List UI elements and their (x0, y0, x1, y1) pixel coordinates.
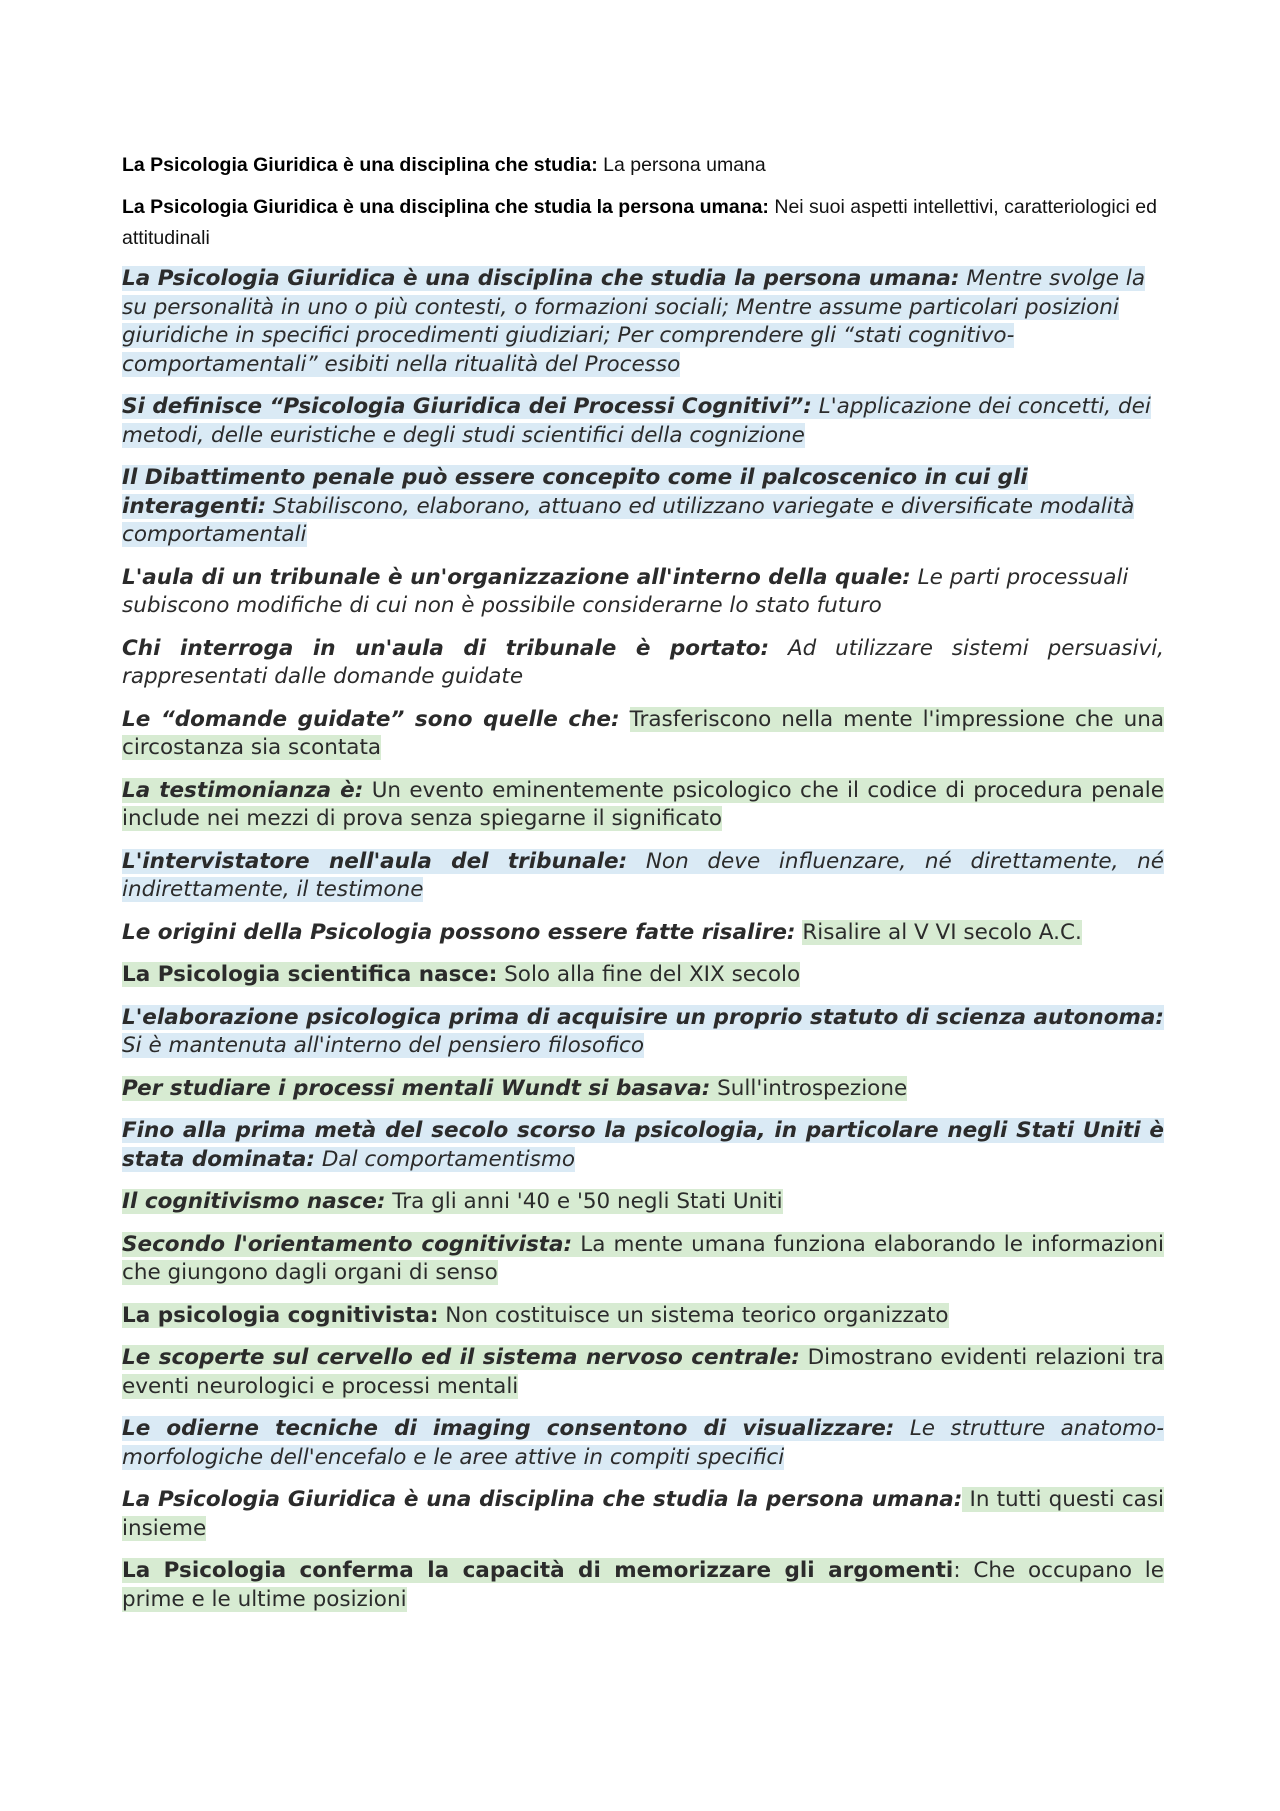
answer: La persona umana (597, 154, 766, 176)
answer: : Che occupano le prime e le ultime posizioni (122, 1558, 1164, 1612)
answer: Stabiliscono, elaborano, attuano ed utilizzano variegate e diversificate modalità comportamentali (122, 493, 1135, 547)
qa-item-6 (122, 564, 1164, 621)
question: Le scoperte sul cervello ed il sistema nervoso centrale: (122, 1345, 800, 1370)
answer: Sull'introspezione (710, 1075, 908, 1101)
answer: Solo alla fine del XIX secolo (497, 962, 801, 987)
question: Si definisce “Psicologia Giuridica dei Processi Cognitivi”: (122, 394, 812, 419)
question: La Psicologia Giuridica è una disciplina che studia la persona umana: (122, 196, 769, 218)
qa-item-20 (122, 1415, 1164, 1472)
answer: Le strutture anatomo-morfologiche dell'encefalo e le aree attive in compiti specifici (122, 1416, 1164, 1470)
question: La Psicologia Giuridica è una disciplina che studia: (122, 154, 598, 176)
qa-item-4 (122, 393, 1164, 450)
qa-item-7 (122, 635, 1164, 692)
answer: Un evento eminentemente psicologico che il codice di procedura penale include nei mezzi di prova senza spiegarne il significato (122, 777, 1164, 831)
question: Il Dibattimento penale può essere concepito come il palcoscenico in cui gli interagenti: (122, 465, 1028, 519)
document-page (122, 150, 1164, 1628)
question: L'intervistatore nell'aula del tribunale: (122, 848, 628, 874)
answer: Non costituisce un sistema teorico organizzato (438, 1302, 949, 1328)
question: Secondo l'orientamento cognitivista: (122, 1231, 573, 1257)
qa-item-21 (122, 1486, 1164, 1543)
answer: Trasferiscono nella mente l'impressione che una circostanza sia scontata (122, 706, 1164, 760)
answer: Le parti processuali subiscono modifiche di cui non è possibile considerarne lo stato futuro (122, 564, 1129, 618)
qa-item-13 (122, 1004, 1164, 1061)
question: Le origini della Psicologia possono essere fatte risalire: (122, 919, 796, 945)
question: Fino alla prima metà del secolo scorso la psicologia, in particolare negli Stati Uniti è stata dominata: (122, 1118, 1164, 1172)
qa-item-22 (122, 1557, 1164, 1614)
answer: Mentre svolge la su personalità in uno o più contesti, o formazioni sociali; Mentre assume particolari posizioni giuridiche in specifici procedimenti giudiziari; Per comprendere gli “stati cognitivo-comportamentali” esibiti nella ritualità del Processo (122, 266, 1145, 377)
answer: L'applicazione dei concetti, dei metodi, delle euristiche e degli studi scientifici della cognizione (122, 394, 1151, 448)
answer: Non deve influenzare, né direttamente, né indirettamente, il testimone (122, 848, 1164, 902)
qa-item-18 (122, 1302, 1164, 1331)
answer: Risalire al V VI secolo A.C. (802, 919, 1082, 945)
answer: Ad utilizzare sistemi persuasivi, rappresentati dalle domande guidate (122, 635, 1165, 689)
answer: La mente umana funziona elaborando le informazioni che giungono dagli organi di senso (122, 1231, 1164, 1285)
question: Le “domande guidate” sono quelle che: (122, 706, 620, 732)
question: L'aula di un tribunale è un'organizzazione all'interno della quale: (122, 564, 911, 590)
question: La Psicologia Giuridica è una disciplina che studia la persona umana: (122, 1487, 963, 1512)
question: Per studiare i processi mentali Wundt si basava: (122, 1075, 711, 1101)
answer: Si è mantenuta all'interno del pensiero filosofico (122, 1033, 645, 1058)
qa-item-10 (122, 848, 1164, 905)
question: La psicologia cognitivista: (122, 1302, 439, 1328)
answer: Dal comportamentismo (315, 1146, 576, 1172)
qa-item-14 (122, 1075, 1164, 1104)
question: La Psicologia Giuridica è una disciplina che studia la persona umana: (122, 266, 960, 291)
qa-item-2 (122, 192, 1164, 254)
answer: Tra gli anni '40 e '50 negli Stati Uniti (385, 1189, 783, 1214)
qa-item-11 (122, 919, 1164, 948)
qa-item-15 (122, 1117, 1164, 1174)
answer: In tutti questi casi insieme (122, 1487, 1164, 1541)
qa-item-3 (122, 265, 1164, 379)
answer: Dimostrano evidenti relazioni tra eventi neurologici e processi mentali (122, 1345, 1164, 1399)
question: Le odierne tecniche di imaging consentono di visualizzare: (122, 1416, 895, 1441)
qa-item-9 (122, 777, 1164, 834)
question: Chi interroga in un'aula di tribunale è portato: (122, 635, 770, 661)
question: L'elaborazione psicologica prima di acquisire un proprio statuto di scienza autonoma: (122, 1004, 1164, 1030)
question: Il cognitivismo nasce: (122, 1189, 386, 1214)
qa-item-12 (122, 961, 1164, 990)
qa-item-5 (122, 464, 1164, 550)
question: La Psicologia scientifica nasce: (122, 962, 498, 987)
qa-item-16 (122, 1188, 1164, 1217)
qa-item-1 (122, 150, 1164, 181)
qa-item-8 (122, 706, 1164, 763)
qa-item-17 (122, 1231, 1164, 1288)
question: La Psicologia conferma la capacità di memorizzare gli argomenti (122, 1558, 954, 1583)
answer: Nei suoi aspetti intellettivi, caratteriologici ed attitudinali (122, 196, 1157, 249)
question: La testimonianza è: (122, 777, 364, 803)
qa-item-19 (122, 1344, 1164, 1401)
